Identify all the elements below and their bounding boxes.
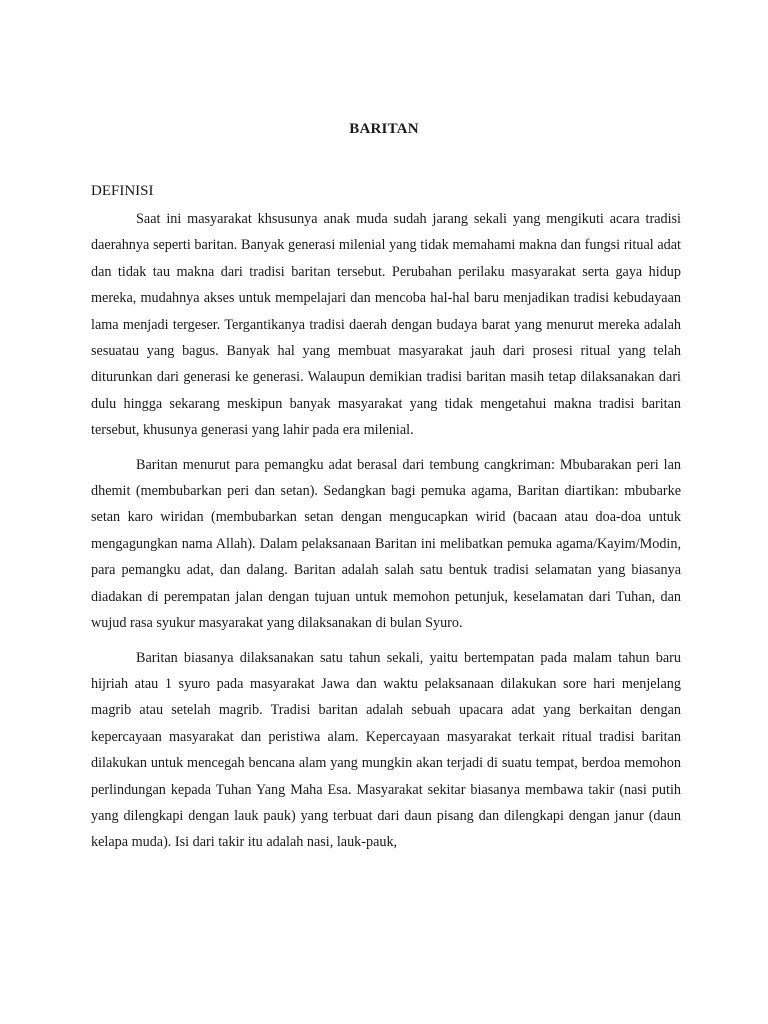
- paragraph-2: Baritan menurut para pemangku adat berasal dari tembung cangkriman: Mbubarakan peri lan dhemit (membubarkan peri dan setan). Sedangkan bagi pemuka agama, Baritan diartikan: mbubarke setan karo wiridan (membubarkan setan dengan mengucapkan wirid (bacaan atau doa-doa untuk mengagungkan nama Allah). Dalam pelaksanaan Baritan ini melibatkan pemuka agama/Kayim/Modin, para pemangku adat, dan dalang. Baritan adalah salah satu bentuk tradisi selamatan yang biasanya diadakan di perempatan jalan dengan tujuan untuk memohon petunjuk, keselamatan dari Tuhan, dan wujud rasa syukur masyarakat yang dilaksanakan di bulan Syuro.: [91, 456, 681, 632]
- document-body: [91, 176, 681, 864]
- section-heading: DEFINISI: [91, 183, 154, 199]
- document-title: BARITAN: [349, 121, 419, 137]
- paragraph-3: Baritan biasanya dilaksanakan satu tahun sekali, yaitu bertempatan pada malam tahun baru hijriah atau 1 syuro pada masyarakat Jawa dan waktu pelaksanaan dilakukan sore hari menjelang magrib atau setelah magrib. Tradisi baritan adalah sebuah upacara adat yang berkaitan dengan kepercayaan masyarakat dan peristiwa alam. Kepercayaan masyarakat terkait ritual tradisi baritan dilakukan untuk mencegah bencana alam yang mungkin akan terjadi di suatu tempat, berdoa memohon perlindungan kepada Tuhan Yang Maha Esa. Masyarakat sekitar biasanya membawa takir (nasi putih yang dilengkapi dengan lauk pauk) yang terbuat dari daun pisang dan dilengkapi dengan janur (daun kelapa muda). Isi dari takir itu adalah nasi, lauk-pauk,: [91, 649, 681, 851]
- paragraph-1: Saat ini masyarakat khsusunya anak muda sudah jarang sekali yang mengikuti acara tradisi daerahnya seperti baritan. Banyak generasi milenial yang tidak memahami makna dan fungsi ritual adat dan tidak tau makna dari tradisi baritan tersebut. Perubahan perilaku masyarakat serta gaya hidup mereka, mudahnya akses untuk mempelajari dan mencoba hal-hal baru menjadikan tradisi kebudayaan lama menjadi tergeser. Tergantikanya tradisi daerah dengan budaya barat yang menurut mereka adalah sesuatau yang bagus. Banyak hal yang membuat masyarakat jauh dari prosesi ritual yang telah diturunkan dari generasi ke generasi. Walaupun demikian tradisi baritan masih tetap dilaksanakan dari dulu hingga sekarang meskipun banyak masyarakat yang tidak mengetahui makna tradisi baritan tersebut, khusunya generasi yang lahir pada era milenial.: [91, 211, 681, 439]
